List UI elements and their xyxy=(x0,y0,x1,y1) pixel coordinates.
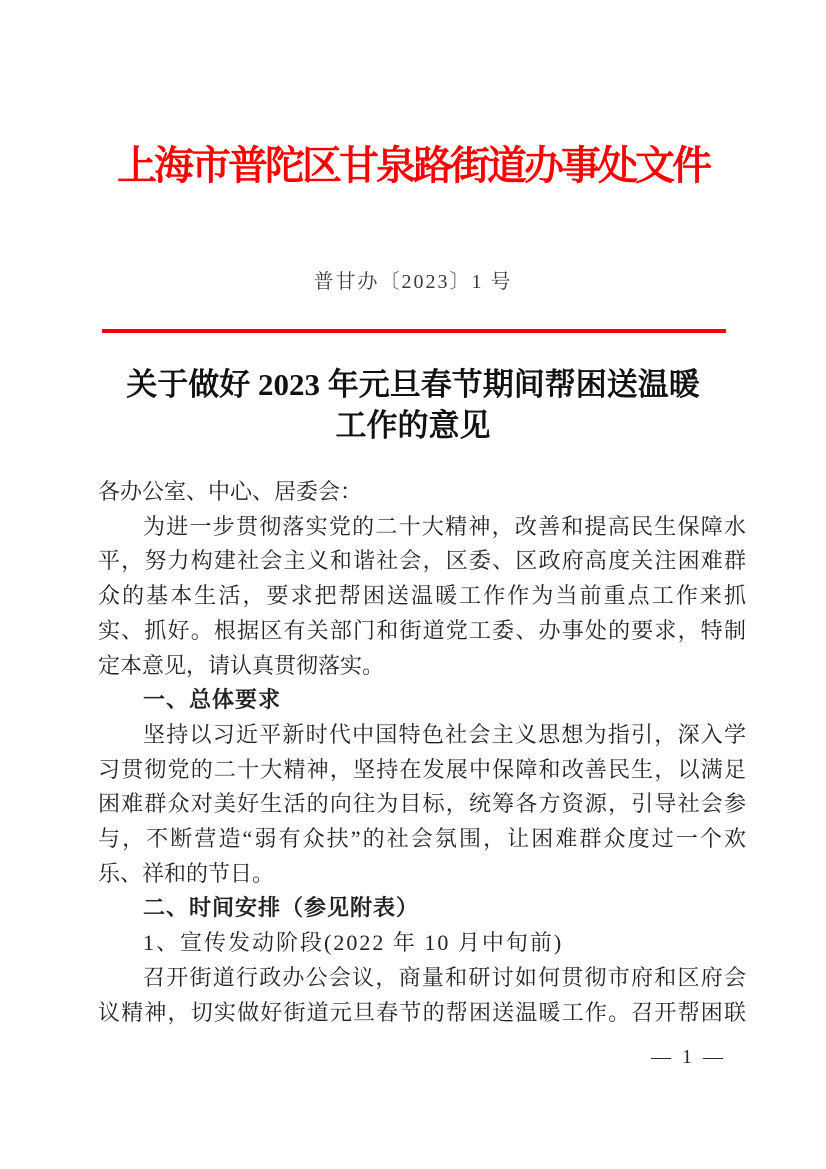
body-line: 乐、祥和的节日。 xyxy=(98,860,275,886)
document-title-line1: 关于做好 2023 年元旦春节期间帮困送温暖 xyxy=(126,367,700,402)
document-title xyxy=(0,364,826,446)
body-line: 与，不断营造“弱有众扶”的社会氛围，让困难群众度过一个欢 xyxy=(98,826,746,852)
subsection-heading: 1、宣传发动阶段(2022 年 10 月中旬前) xyxy=(143,930,564,956)
body-line: 习贯彻党的二十大精神，坚持在发展中保障和改善民生，以满足 xyxy=(98,756,746,782)
document-title-line2: 工作的意见 xyxy=(335,408,491,443)
body-line: 召开街道行政办公会议，商量和研讨如何贯彻市府和区府会 xyxy=(143,964,746,990)
red-separator-line xyxy=(102,329,726,333)
salutation-line: 各办公室、中心、居委会： xyxy=(98,479,363,504)
body-line: 为进一步贯彻落实党的二十大精神，改善和提高民生保障水 xyxy=(143,513,746,539)
body-line: 定本意见，请认真贯彻落实。 xyxy=(98,652,385,678)
document-body xyxy=(98,475,746,1030)
body-line: 平，努力构建社会主义和谐社会，区委、区政府高度关注困难群 xyxy=(98,548,746,574)
body-line: 困难群众对美好生活的向往为目标，统筹各方资源，引导社会参 xyxy=(98,791,746,817)
red-letterhead-title: 上海市普陀区甘泉路街道办事处文件 xyxy=(117,144,709,188)
body-line: 实、抓好。根据区有关部门和街道党工委、办事处的要求，特制 xyxy=(98,617,746,643)
section-heading-1: 一、总体要求 xyxy=(143,687,282,713)
page-number: — 1 — xyxy=(651,1046,726,1068)
document-number: 普甘办〔2023〕1 号 xyxy=(313,271,513,293)
body-line: 坚持以习近平新时代中国特色社会主义思想为指引，深入学 xyxy=(143,721,746,747)
body-line: 众的基本生活，要求把帮困送温暖工作作为当前重点工作来抓 xyxy=(98,583,746,609)
body-line: 议精神，切实做好街道元旦春节的帮困送温暖工作。召开帮困联 xyxy=(98,999,746,1025)
section-heading-2: 二、时间安排（参见附表） xyxy=(143,895,420,921)
